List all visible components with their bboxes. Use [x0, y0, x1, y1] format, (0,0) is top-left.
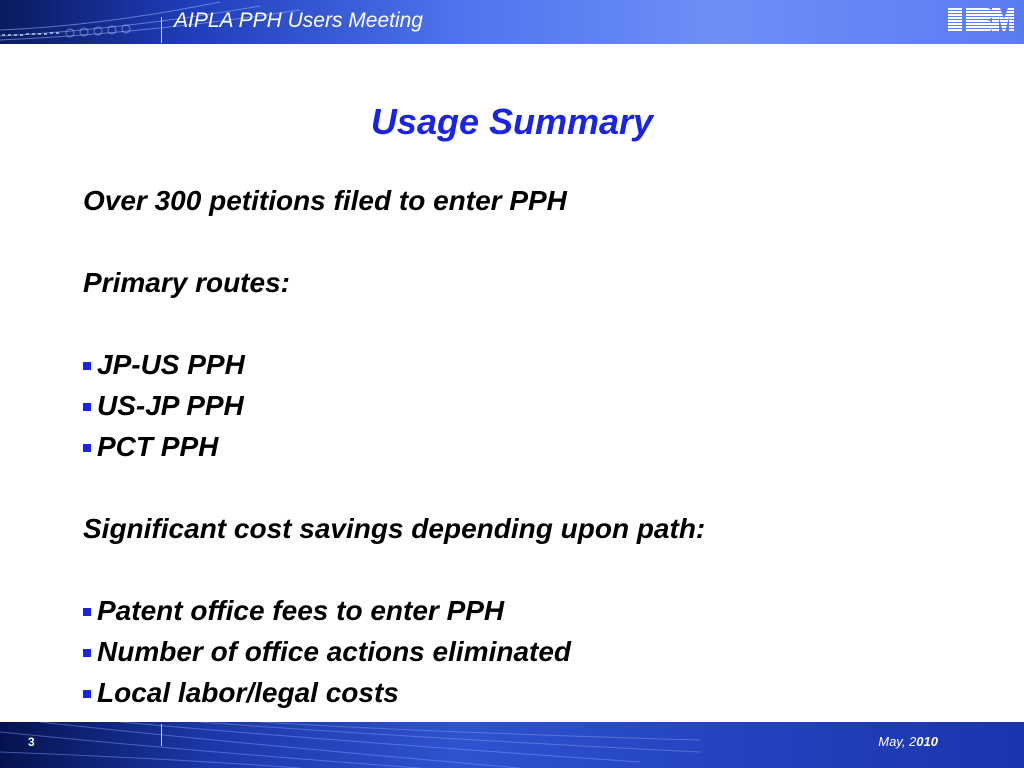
list-item-savings: Patent office fees to enter PPH	[83, 590, 963, 631]
bottom-streaks-decoration	[0, 722, 700, 768]
bullet-square-icon	[83, 608, 91, 616]
routes-heading: Primary routes:	[83, 267, 290, 298]
bottom-banner	[0, 722, 1024, 768]
footer-date: May, 2010	[878, 734, 938, 749]
savings-heading: Significant cost savings depending upon path:	[83, 513, 706, 544]
list-item-route: US-JP PPH	[83, 385, 963, 426]
slide-content	[83, 180, 963, 713]
list-item-route: JP-US PPH	[83, 344, 963, 385]
footer-divider	[161, 724, 162, 746]
bullet-square-icon	[83, 403, 91, 411]
bullet-square-icon	[83, 690, 91, 698]
list-item-route: PCT PPH	[83, 426, 963, 467]
bullet-square-icon	[83, 649, 91, 657]
banner-divider	[161, 17, 162, 43]
presentation-title: AIPLA PPH Users Meeting	[174, 9, 423, 32]
bullet-square-icon	[83, 444, 91, 452]
top-banner	[0, 0, 1024, 44]
slide-number: 3	[28, 735, 35, 749]
slide-title: Usage Summary	[370, 101, 654, 142]
list-item-savings: Local labor/legal costs	[83, 672, 963, 713]
bullet-square-icon	[83, 362, 91, 370]
ibm-logo	[946, 5, 1016, 35]
list-item-savings: Number of office actions eliminated	[83, 631, 963, 672]
petitions-statement: Over 300 petitions filed to enter PPH	[83, 185, 567, 216]
